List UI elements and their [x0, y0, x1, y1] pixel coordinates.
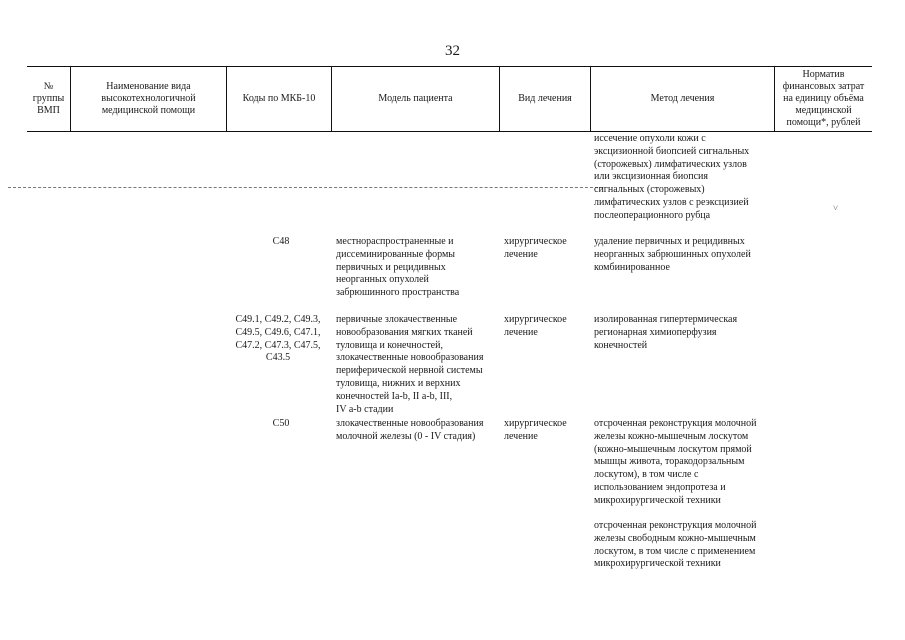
header-group-number: № группы ВМП — [32, 81, 65, 116]
header-financial-norm: Норматив финансовых затрат на единицу объёма медицинской помощи*, рублей — [782, 69, 865, 128]
scan-artifact-line — [8, 187, 603, 188]
patient-model-cell: злокачественные новообразования молочной железы (0 - IV стадия) — [336, 418, 484, 442]
page-number: 32 — [445, 43, 460, 59]
header-treatment-method: Метод лечения — [650, 93, 715, 104]
treatment-type-cell: хирургическое лечение — [504, 418, 567, 442]
header-icd-codes: Коды по МКБ-10 — [242, 93, 316, 104]
icd-code-cell: C50 — [272, 418, 290, 429]
method-cell: отсроченная реконструкция молочной железы свободным кожно-мышечным лоскутом, в том числе с применением микрохирургической техники — [594, 520, 757, 570]
method-cell: изолированная гипертермическая регионарная химиоперфузия конечностей — [594, 314, 738, 351]
method-cell: удаление первичных и рецидивных неорганных забрюшинных опухолей комбинированное — [594, 236, 751, 273]
header-care-type: Наименование вида высокотехнологичной медицинской помощи — [101, 81, 196, 116]
icd-code-cell: C48 — [272, 236, 290, 247]
patient-model-cell: местнораспространенные и диссеминированные формы первичных и рецидивных неорганных опухолей забрюшинного пространства — [336, 236, 460, 299]
treatment-type-cell: хирургическое лечение — [504, 236, 567, 260]
method-cell: отсроченная реконструкция молочной железы кожно-мышечным лоскутом (кожно-мышечным лоскутом прямой мышцы живота, торакодорзальным лоскутом), в том числе с использованием эндопротеза и микрохирургической техники — [594, 418, 757, 506]
header-patient-model: Модель пациента — [378, 93, 453, 104]
patient-model-cell: первичные злокачественные новообразования мягких тканей туловища и конечностей, злокачественные новообразования периферической нервной системы туловища, нижних и верхних конечностей Ia-b, II a-b, III, IV a-b стадии — [336, 314, 484, 415]
scan-speck: ˅ — [833, 203, 839, 213]
header-treatment-type: Вид лечения — [518, 93, 572, 104]
treatment-type-cell: хирургическое лечение — [504, 314, 567, 338]
icd-code-cell: C49.1, C49.2, C49.3, C49.5, C49.6, C47.1, C47.2, C47.3, C47.5, C43.5 — [235, 314, 321, 364]
method-cell: иссечение опухоли кожи с эксцизионной биопсией сигнальных (сторожевых) лимфатических узлов или эксцизионная биопсия сигнальных (сторожевых) лимфатических узлов с реэксцизией послеоперационного рубца — [594, 133, 750, 221]
